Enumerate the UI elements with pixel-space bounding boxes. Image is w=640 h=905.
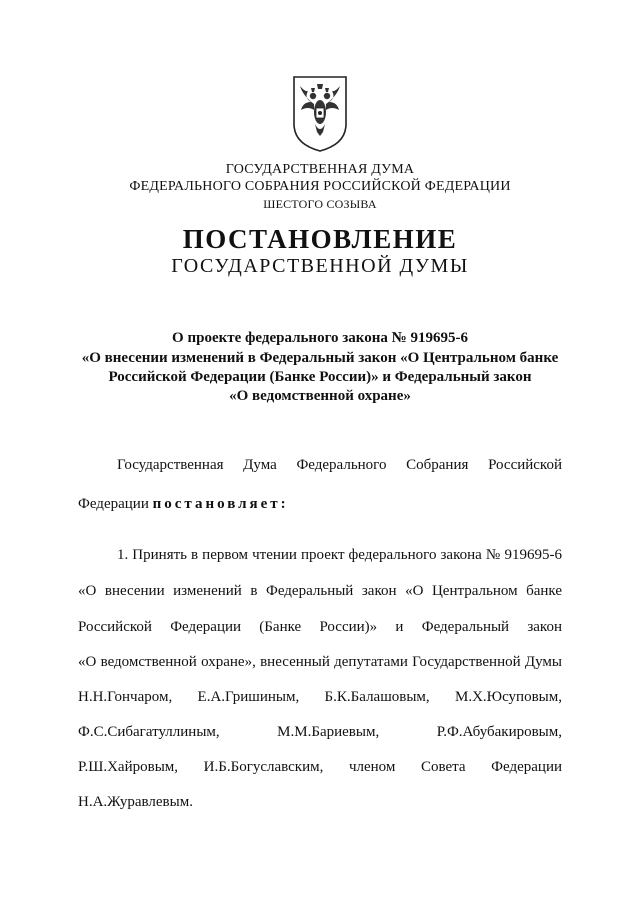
document-type-title: ПОСТАНОВЛЕНИЕ: [182, 224, 458, 254]
intro-line-2: [78, 494, 562, 514]
intro-line-1: Государственная Дума Федерального Собрания Российской: [117, 457, 562, 473]
org-name-line2: ФЕДЕРАЛЬНОГО СОБРАНИЯ РОССИЙСКОЙ ФЕДЕРАЦИИ: [129, 179, 511, 194]
subject-line-4: «О ведомственной охране»: [229, 388, 411, 404]
paragraph-line: Ф.С.Сибагатуллиным, М.М.Бариевым, Р.Ф.Абубакировым,: [78, 724, 562, 740]
coat-of-arms-icon: [291, 74, 349, 154]
paragraph-line: «О внесении изменений в Федеральный закон «О Центральном банке: [78, 583, 562, 599]
paragraph-line: Российской Федерации (Банке России)» и Федеральный закон: [78, 619, 562, 635]
paragraph-line: Р.Ш.Хайровым, И.Б.Богуславским, членом Совета Федерации: [78, 759, 562, 775]
intro-resolves: постановляет:: [152, 496, 289, 512]
org-name-line1: ГОСУДАРСТВЕННАЯ ДУМА: [225, 162, 415, 177]
paragraph-line: 1. Принять в первом чтении проект федерального закона № 919695-6: [117, 547, 562, 563]
paragraph-line: Н.Н.Гончаром, Е.А.Гришиным, Б.К.Балашовым, М.Х.Юсуповым,: [78, 689, 562, 705]
subject-line-3: Российской Федерации (Банке России)» и Федеральный закон: [108, 369, 532, 385]
subject-line-2: «О внесении изменений в Федеральный закон «О Центральном банке: [81, 350, 559, 366]
document-issuer: ГОСУДАРСТВЕННОЙ ДУМЫ: [171, 255, 469, 277]
subject-line-1: О проекте федерального закона № 919695-6: [172, 330, 468, 346]
paragraph-line: «О ведомственной охране», внесенный депутатами Государственной Думы: [78, 654, 562, 670]
intro-subject: Федерации: [78, 496, 149, 512]
convocation: ШЕСТОГО СОЗЫВА: [263, 197, 377, 211]
paragraph-line: Н.А.Журавлевым.: [78, 794, 193, 810]
